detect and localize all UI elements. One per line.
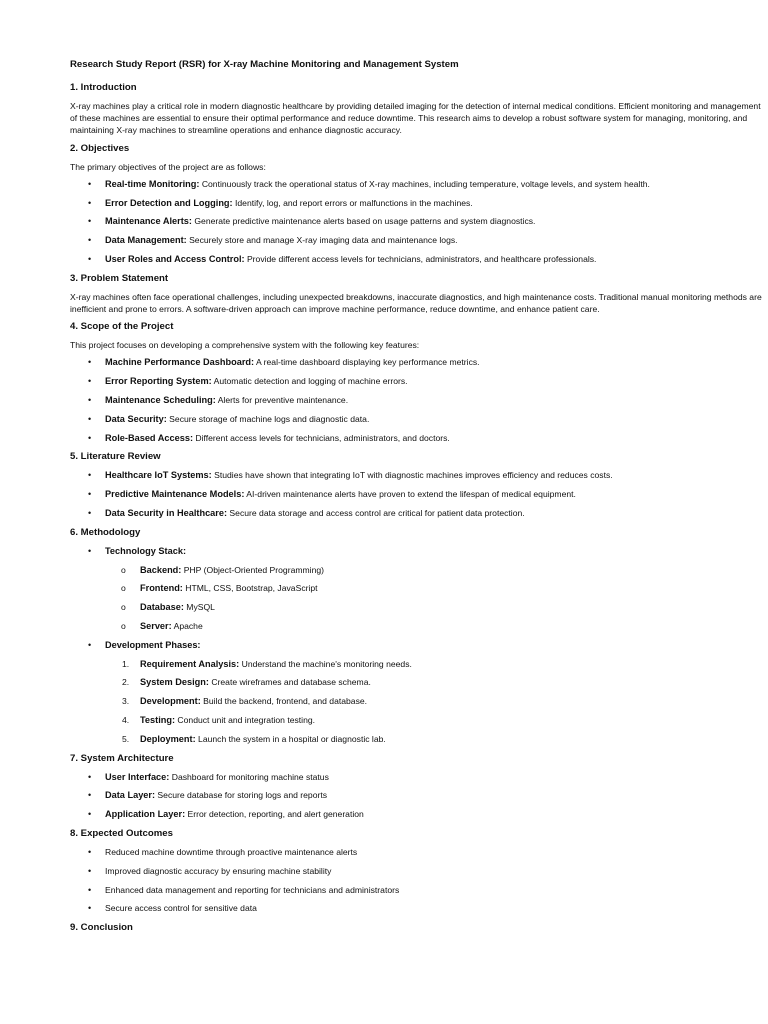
list-number: 3. xyxy=(122,696,130,707)
list-item: • Data Layer: Secure database for storing logs and reports xyxy=(70,789,768,801)
section-heading: 3. Problem Statement xyxy=(70,272,169,284)
phases-list xyxy=(70,658,768,745)
section-objectives xyxy=(70,142,768,265)
list-item: • Healthcare IoT Systems: Studies have shown that integrating IoT with diagnostic machines improves efficiency and reduces costs. xyxy=(70,469,768,481)
section-heading: 2. Objectives xyxy=(70,142,130,154)
list-item: o Database: MySQL xyxy=(70,601,768,613)
section-paragraph: The primary objectives of the project are as follows: xyxy=(70,161,266,172)
list-item: • Technology Stack: xyxy=(70,545,768,557)
section-literature-review xyxy=(70,450,768,519)
phases-label-list xyxy=(70,639,768,651)
list-item: • Data Management: Securely store and manage X-ray imaging data and maintenance logs. xyxy=(70,234,768,246)
list-item: • Improved diagnostic accuracy by ensuring machine stability xyxy=(70,865,768,877)
section-heading: 7. System Architecture xyxy=(70,752,174,764)
section-paragraph: X-ray machines often face operational challenges, including unexpected breakdowns, inaccurate diagnostics, and high maintenance costs. Traditional manual monitoring methods are inefficient and prone to errors. A software-driven approach can improve machine performance, reduce downtime, and enhance patient care. xyxy=(70,291,762,314)
scope-list xyxy=(70,356,768,443)
list-item: • Data Security: Secure storage of machine logs and diagnostic data. xyxy=(70,413,768,425)
methodology-list xyxy=(70,545,768,557)
section-paragraph: This project focuses on developing a comprehensive system with the following key features: xyxy=(70,340,420,351)
list-item: • Application Layer: Error detection, reporting, and alert generation xyxy=(70,808,768,820)
section-heading: 8. Expected Outcomes xyxy=(70,827,173,839)
section-heading: 4. Scope of the Project xyxy=(70,321,174,333)
list-number: 5. xyxy=(122,733,130,744)
list-item: • Secure access control for sensitive data xyxy=(70,902,768,914)
list-item: • Role-Based Access: Different access levels for technicians, administrators, and doctors. xyxy=(70,432,768,444)
list-item: • User Interface: Dashboard for monitoring machine status xyxy=(70,771,768,783)
list-item: o Frontend: HTML, CSS, Bootstrap, JavaScript xyxy=(70,582,768,594)
section-introduction xyxy=(70,81,768,137)
section-scope xyxy=(70,320,768,443)
section-conclusion xyxy=(70,921,768,935)
objectives-list xyxy=(70,178,768,265)
list-item: 3. Development: Build the backend, frontend, and database. xyxy=(122,696,368,707)
list-item: o Server: Apache xyxy=(70,620,768,632)
list-number: 4. xyxy=(122,714,130,725)
list-item: • Error Detection and Logging: Identify, log, and report errors or malfunctions in the machines. xyxy=(70,197,768,209)
list-item: • Error Reporting System: Automatic detection and logging of machine errors. xyxy=(70,375,768,387)
outcomes-list xyxy=(70,846,768,914)
section-heading: 9. Conclusion xyxy=(70,922,133,934)
list-item: • Data Security in Healthcare: Secure data storage and access control are critical for patient data protection. xyxy=(70,507,768,519)
tech-stack-list xyxy=(70,564,768,632)
list-number: 1. xyxy=(122,658,130,669)
section-methodology xyxy=(70,526,768,745)
list-item: 4. Testing: Conduct unit and integration testing. xyxy=(122,714,316,725)
list-item: • Development Phases: xyxy=(70,639,768,651)
list-item: 5. Deployment: Launch the system in a hospital or diagnostic lab. xyxy=(122,733,386,744)
list-item: • User Roles and Access Control: Provide different access levels for technicians, administrators, and healthcare professionals. xyxy=(70,253,768,265)
section-expected-outcomes xyxy=(70,827,768,914)
list-item: • Maintenance Scheduling: Alerts for preventive maintenance. xyxy=(70,394,768,406)
list-item: o Backend: PHP (Object-Oriented Programming) xyxy=(70,564,768,576)
list-item: • Reduced machine downtime through proactive maintenance alerts xyxy=(70,846,768,858)
list-item: • Enhanced data management and reporting for technicians and administrators xyxy=(70,884,768,896)
list-item: 2. System Design: Create wireframes and database schema. xyxy=(122,677,371,688)
architecture-list xyxy=(70,771,768,821)
list-item: • Maintenance Alerts: Generate predictive maintenance alerts based on usage patterns and system diagnostics. xyxy=(70,215,768,227)
section-heading: 6. Methodology xyxy=(70,526,141,538)
literature-list xyxy=(70,469,768,519)
list-item: • Predictive Maintenance Models: AI-driven maintenance alerts have proven to extend the lifespan of medical equipment. xyxy=(70,488,768,500)
section-system-architecture xyxy=(70,752,768,821)
section-paragraph: X-ray machines play a critical role in modern diagnostic healthcare by providing detailed imaging for the detection of internal medical conditions. Efficient monitoring and management of these machines are essential to ensure their optimal performance and reduce downtime. This research aims to develop a robust software system for managing, monitoring, and maintaining X-ray machines to streamline operations and enhance diagnostic accuracy. xyxy=(70,101,761,136)
list-item: • Real-time Monitoring: Continuously track the operational status of X-ray machines, including temperature, voltage levels, and system health. xyxy=(70,178,768,190)
list-number: 2. xyxy=(122,677,130,688)
section-heading: 1. Introduction xyxy=(70,82,137,93)
section-heading: 5. Literature Review xyxy=(70,451,161,463)
list-item: 1. Requirement Analysis: Understand the machine's monitoring needs. xyxy=(122,658,412,669)
section-problem-statement xyxy=(70,272,768,315)
list-item: • Machine Performance Dashboard: A real-time dashboard displaying key performance metrics. xyxy=(70,356,768,368)
document-title: Research Study Report (RSR) for X-ray Machine Monitoring and Management System xyxy=(70,59,459,70)
